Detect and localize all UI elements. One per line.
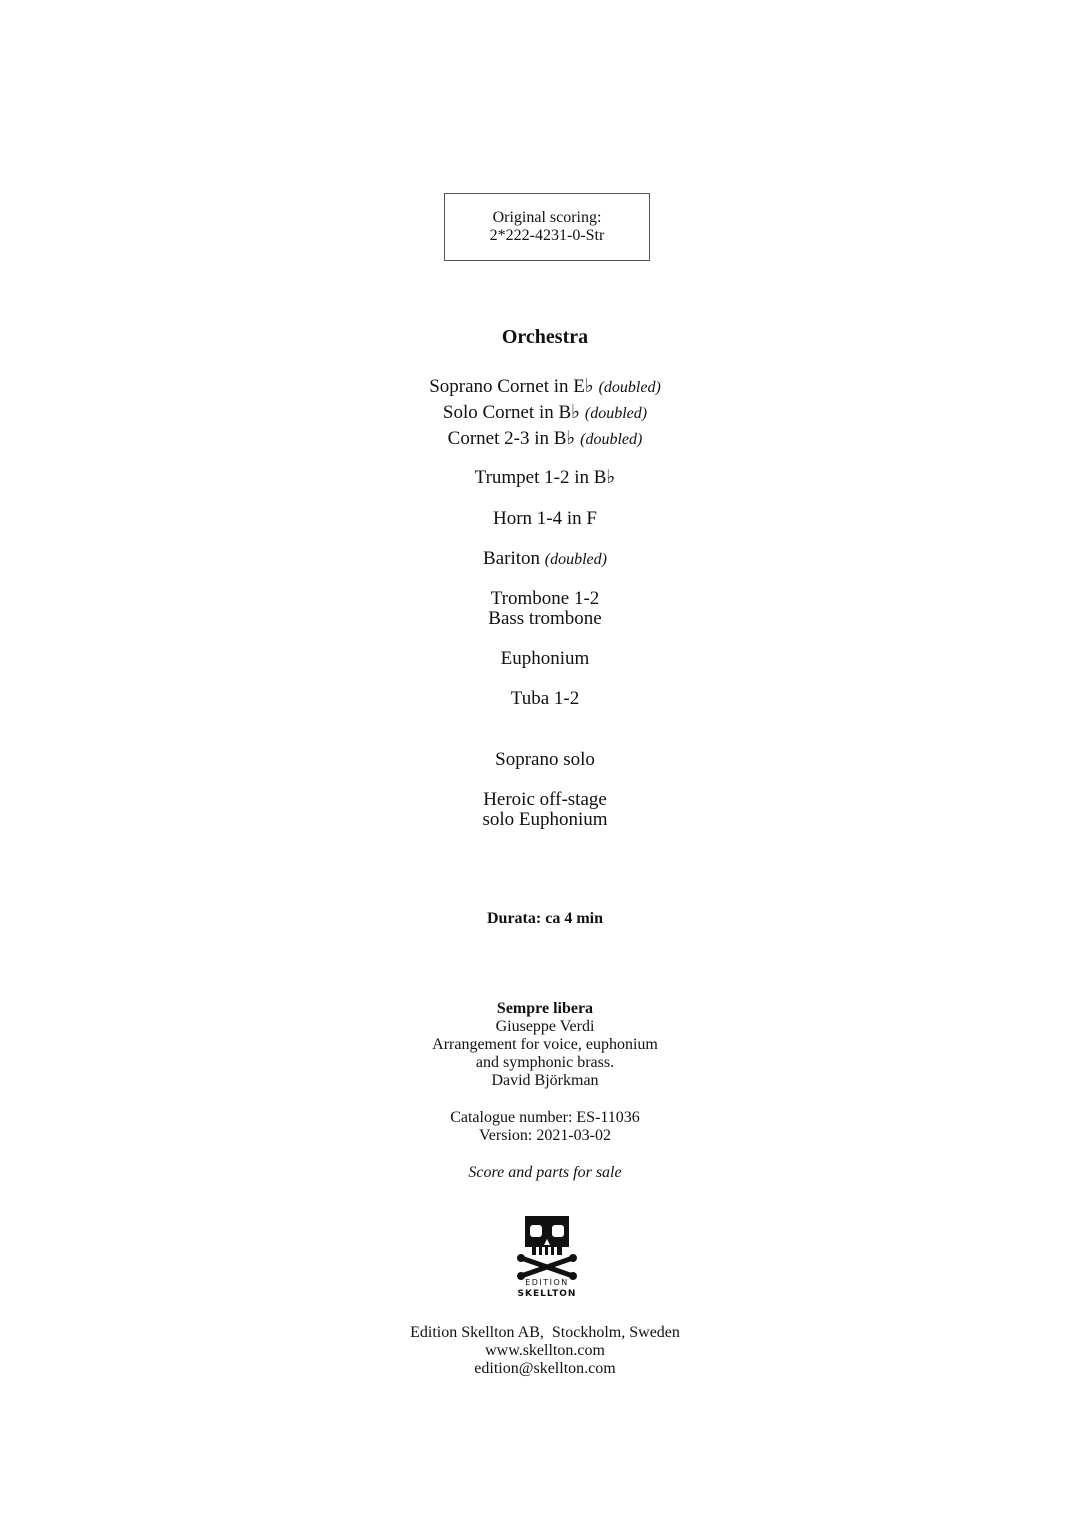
publisher-logo (512, 1213, 582, 1301)
arrangement-description: Arrangement for voice, euphonium (432, 1036, 658, 1053)
soloist-soprano (0, 750, 1090, 770)
instrument-item: Bass trombone (488, 608, 602, 629)
instrument-group-tubas (0, 689, 1090, 709)
arrangement-description: and symphonic brass. (475, 1054, 615, 1071)
instrument-item: Euphonium (500, 648, 590, 669)
original-scoring-box (444, 193, 650, 261)
logo-text-skellton: SKELLTON (517, 1289, 577, 1299)
sale-note: Score and parts for sale (468, 1164, 622, 1181)
version: Version: 2021-03-02 (479, 1127, 611, 1144)
publisher-email[interactable]: edition@skellton.com (474, 1360, 616, 1377)
soloist-item: Heroic off-stage (483, 789, 607, 810)
instrument-group-bariton (0, 549, 1090, 570)
soloist-euphonium (0, 790, 1090, 830)
instrument-item: Trumpet 1-2 in B♭ (474, 467, 616, 488)
instrument-group-euphonium (0, 649, 1090, 669)
instrument-item: Solo Cornet in B♭ (doubled) (442, 402, 648, 423)
instrument-group-trumpets (0, 468, 1090, 488)
instrument-item: Tuba 1-2 (510, 688, 580, 709)
catalogue-number: Catalogue number: ES-11036 (450, 1109, 640, 1126)
logo-text-edition: EDITION (525, 1278, 569, 1287)
instrument-item: Bariton (doubled) (483, 548, 607, 569)
instrument-group-horns (0, 509, 1090, 529)
original-scoring-value: 2*222-4231-0-Str (489, 227, 605, 244)
publisher-website[interactable]: www.skellton.com (485, 1342, 605, 1359)
publisher-name: Edition Skellton AB, Stockholm, Sweden (410, 1324, 680, 1341)
duration: Durata: ca 4 min (487, 910, 603, 927)
work-title: Sempre libera (496, 1000, 594, 1017)
instrument-group-cornets (0, 374, 1090, 452)
instrument-item: Trombone 1-2 (490, 588, 600, 609)
orchestra-heading: Orchestra (501, 326, 589, 348)
instrument-item: Cornet 2-3 in B♭ (doubled) (447, 428, 643, 449)
catalogue-info (0, 1109, 1090, 1145)
original-scoring-label: Original scoring: (492, 209, 602, 226)
composer: Giuseppe Verdi (495, 1018, 595, 1035)
instrument-item: Horn 1-4 in F (493, 508, 597, 529)
soloist-item: solo Euphonium (482, 809, 608, 830)
instrument-item: Soprano Cornet in E♭ (doubled) (429, 376, 661, 397)
soloist-item: Soprano solo (495, 749, 595, 770)
arranger: David Björkman (491, 1072, 599, 1089)
instrument-group-trombones (0, 589, 1090, 629)
publisher-info (0, 1324, 1090, 1378)
work-info (0, 1000, 1090, 1090)
